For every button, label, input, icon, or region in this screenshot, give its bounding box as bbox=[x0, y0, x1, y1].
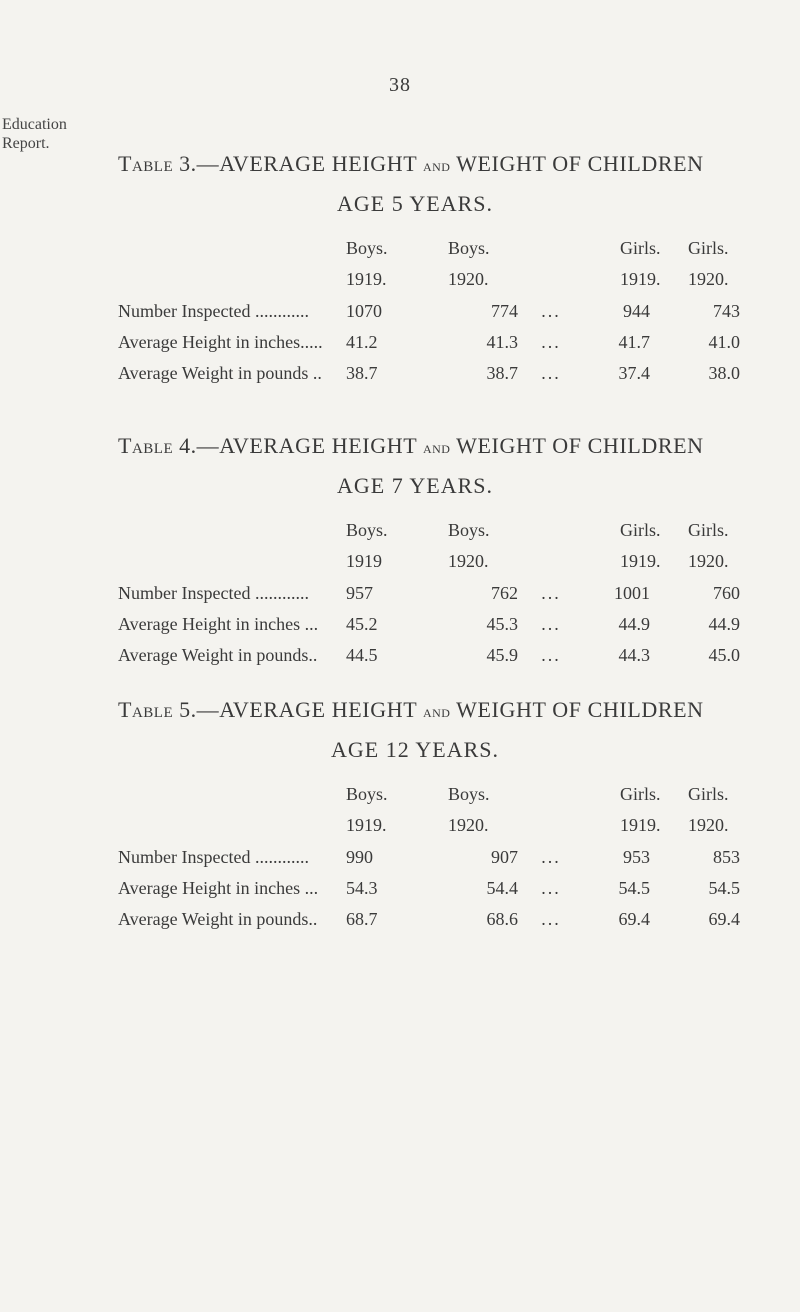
row-label: Average Height in inches..... bbox=[118, 332, 323, 352]
row-label: Number Inspected ............ bbox=[118, 847, 309, 867]
column-year: 1920. bbox=[448, 269, 489, 289]
table-title-rest: WEIGHT OF CHILDREN bbox=[456, 697, 704, 722]
row-label: Average Weight in pounds .. bbox=[118, 363, 322, 383]
column-header: Girls. bbox=[688, 520, 729, 540]
column-header: Boys. bbox=[346, 238, 388, 258]
table-row bbox=[0, 301, 800, 325]
row-value: 45.3 bbox=[486, 614, 518, 634]
margin-note-line1: Education bbox=[2, 116, 67, 133]
table-row bbox=[0, 645, 800, 669]
row-value: 41.3 bbox=[486, 332, 518, 352]
row-value: 37.4 bbox=[618, 363, 650, 383]
row-value: 54.3 bbox=[346, 878, 378, 898]
column-header: Girls. bbox=[688, 238, 729, 258]
table-title-main: —AVERAGE HEIGHT bbox=[196, 151, 417, 176]
row-value: 44.9 bbox=[618, 614, 650, 634]
column-header-row bbox=[0, 784, 800, 808]
row-dots: ... bbox=[541, 363, 561, 383]
table-row bbox=[0, 878, 800, 902]
column-header: Boys. bbox=[448, 520, 490, 540]
row-label: Average Weight in pounds.. bbox=[118, 645, 318, 665]
column-year: 1919. bbox=[346, 269, 387, 289]
table-title-main: —AVERAGE HEIGHT bbox=[196, 697, 417, 722]
row-dots: ... bbox=[541, 583, 561, 603]
row-value: 45.0 bbox=[708, 645, 740, 665]
row-label: Average Weight in pounds.. bbox=[118, 909, 318, 929]
row-value: 54.4 bbox=[486, 878, 518, 898]
table-row bbox=[0, 332, 800, 356]
row-value: 1001 bbox=[614, 583, 650, 603]
column-year: 1920. bbox=[688, 551, 729, 571]
row-value: 1070 bbox=[346, 301, 382, 321]
page-number: 38 bbox=[389, 74, 411, 96]
row-value: 54.5 bbox=[618, 878, 650, 898]
row-dots: ... bbox=[541, 847, 561, 867]
table-title-and: and bbox=[422, 702, 451, 721]
row-label: Average Height in inches ... bbox=[118, 614, 319, 634]
row-value: 69.4 bbox=[708, 909, 740, 929]
column-year: 1919. bbox=[620, 269, 661, 289]
column-year-row bbox=[0, 815, 800, 839]
row-value: 41.2 bbox=[346, 332, 378, 352]
row-value: 853 bbox=[713, 847, 740, 867]
column-year-row bbox=[0, 269, 800, 293]
table-title-and: and bbox=[422, 156, 451, 175]
column-year-row bbox=[0, 551, 800, 575]
table-subtitle: AGE 12 YEARS. bbox=[330, 737, 500, 762]
table-row bbox=[0, 583, 800, 607]
column-year: 1920. bbox=[448, 551, 489, 571]
row-value: 68.6 bbox=[486, 909, 518, 929]
column-header-row bbox=[0, 520, 800, 544]
row-value: 68.7 bbox=[346, 909, 378, 929]
row-label: Number Inspected ............ bbox=[118, 301, 309, 321]
column-header: Boys. bbox=[448, 784, 490, 804]
table-title-and: and bbox=[422, 438, 451, 457]
column-header: Girls. bbox=[620, 238, 661, 258]
row-value: 45.2 bbox=[346, 614, 378, 634]
row-value: 990 bbox=[346, 847, 373, 867]
row-value: 69.4 bbox=[618, 909, 650, 929]
table-row bbox=[0, 363, 800, 387]
row-dots: ... bbox=[541, 645, 561, 665]
row-value: 54.5 bbox=[708, 878, 740, 898]
row-dots: ... bbox=[541, 878, 561, 898]
row-value: 41.7 bbox=[618, 332, 650, 352]
table-subtitle: AGE 7 YEARS. bbox=[336, 473, 494, 498]
table-label: Table 5. bbox=[118, 697, 197, 722]
row-value: 953 bbox=[623, 847, 650, 867]
row-value: 957 bbox=[346, 583, 373, 603]
row-value: 38.7 bbox=[486, 363, 518, 383]
column-year: 1919. bbox=[346, 815, 387, 835]
row-dots: ... bbox=[541, 909, 561, 929]
table-row bbox=[0, 909, 800, 933]
column-header: Boys. bbox=[346, 784, 388, 804]
column-header-row bbox=[0, 238, 800, 262]
row-value: 760 bbox=[713, 583, 740, 603]
row-value: 762 bbox=[491, 583, 518, 603]
column-header: Girls. bbox=[620, 520, 661, 540]
table-title bbox=[118, 151, 704, 177]
column-year: 1919. bbox=[620, 815, 661, 835]
table-subtitle: AGE 5 YEARS. bbox=[336, 191, 494, 216]
column-header: Girls. bbox=[688, 784, 729, 804]
table-title bbox=[118, 697, 704, 723]
row-value: 38.0 bbox=[708, 363, 740, 383]
margin-note bbox=[2, 115, 67, 153]
table-label: Table 4. bbox=[118, 433, 197, 458]
row-value: 44.9 bbox=[708, 614, 740, 634]
column-year: 1919. bbox=[620, 551, 661, 571]
column-year: 1920. bbox=[688, 269, 729, 289]
row-value: 743 bbox=[713, 301, 740, 321]
column-year: 1920. bbox=[448, 815, 489, 835]
table-title-main: —AVERAGE HEIGHT bbox=[196, 433, 417, 458]
column-year: 1920. bbox=[688, 815, 729, 835]
row-value: 907 bbox=[491, 847, 518, 867]
row-value: 44.3 bbox=[618, 645, 650, 665]
row-value: 944 bbox=[623, 301, 650, 321]
table-label: Table 3. bbox=[118, 151, 197, 176]
table-title-rest: WEIGHT OF CHILDREN bbox=[456, 151, 704, 176]
row-value: 38.7 bbox=[346, 363, 378, 383]
row-label: Average Height in inches ... bbox=[118, 878, 319, 898]
column-year: 1919 bbox=[346, 551, 382, 571]
margin-note-line2: Report. bbox=[2, 135, 50, 152]
row-value: 774 bbox=[491, 301, 518, 321]
column-header: Boys. bbox=[448, 238, 490, 258]
row-dots: ... bbox=[541, 301, 561, 321]
table-row bbox=[0, 614, 800, 638]
row-label: Number Inspected ............ bbox=[118, 583, 309, 603]
column-header: Boys. bbox=[346, 520, 388, 540]
table-title-rest: WEIGHT OF CHILDREN bbox=[456, 433, 704, 458]
row-value: 45.9 bbox=[486, 645, 518, 665]
row-dots: ... bbox=[541, 332, 561, 352]
row-value: 41.0 bbox=[708, 332, 740, 352]
row-value: 44.5 bbox=[346, 645, 378, 665]
table-row bbox=[0, 847, 800, 871]
row-dots: ... bbox=[541, 614, 561, 634]
column-header: Girls. bbox=[620, 784, 661, 804]
table-title bbox=[118, 433, 704, 459]
